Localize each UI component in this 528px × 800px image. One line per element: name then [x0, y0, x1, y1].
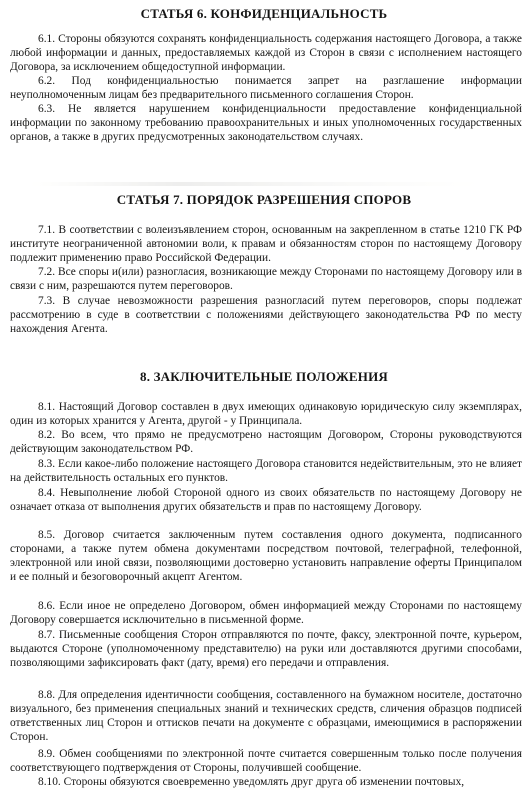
scan-smudge: [20, 182, 500, 186]
section-8-title: 8. ЗАКЛЮЧИТЕЛЬНЫЕ ПОЛОЖЕНИЯ: [140, 369, 388, 384]
paragraph-8-10: 8.10. Стороны обязуются своевременно уведомлять друг друга об изменении почтовых,: [38, 776, 465, 788]
paragraph-6-2: 6.2. Под конфиденциальностью понимается запрет на разглашение информации неуполномоченным лицам без предварительного письменного соглашения Сторон.: [10, 75, 522, 101]
paragraph-8-6: 8.6. Если иное не определено Договором, обмен информацией между Сторонами по настоящему Договору совершается исключительно в письменной форме.: [10, 600, 522, 626]
section-7-title: СТАТЬЯ 7. ПОРЯДОК РАЗРЕШЕНИЯ СПОРОВ: [116, 192, 412, 207]
paragraph-8-9: 8.9. Обмен сообщениями по электронной почте считается совершенным только после получения соответствующего подтверждения от Стороны, получившей сообщение.: [10, 748, 522, 774]
paragraph-6-3: 6.3. Не является нарушением конфиденциальности предоставление конфиденциальной информации по законному требованию правоохранительных и иных уполномоченных государственных органов, а также в других предусмотренных законодательством случаях.: [10, 103, 522, 143]
paragraph-8-7: 8.7. Письменные сообщения Сторон отправляются по почте, факсу, электронной почте, курьером, выдаются Стороне (уполномоченному представителю) на руки или доставляются другими способами, позволяющими зафиксировать факт (дату, время) его передачи и отправления.: [10, 629, 522, 669]
paragraph-8-8: 8.8. Для определения идентичности сообщения, составленного на бумажном носителе, достаточно визуального, без применения специальных знаний и технических средств, сличения образцов подписей ответственных лиц Сторон и оттисков печати на документе с образцами, имеющимися в распоряжении Сторон.: [10, 689, 522, 743]
paragraph-8-1: 8.1. Настоящий Договор составлен в двух имеющих одинаковую юридическую силу экземплярах, один из которых хранится у Агента, другой - у Принципала.: [10, 401, 522, 427]
paragraph-8-3: 8.3. Если какое-либо положение настоящего Договора становится недействительным, это не влияет на действительность остальных его пунктов.: [10, 458, 522, 484]
paragraph-7-2: 7.2. Все споры и(или) разногласия, возникающие между Сторонами по настоящему Договору или в связи с ним, разрешаются путем переговоров.: [10, 266, 522, 292]
section-6-title: СТАТЬЯ 6. КОНФИДЕНЦИАЛЬНОСТЬ: [140, 6, 388, 21]
paragraph-7-1: 7.1. В соответствии с волеизъявлением сторон, основанным на закрепленном в статье 1210 ГК РФ институте неограниченной автономии воли, к правам и обязанностям сторон по настоящему Договору подлежит применению право Российской Федерации.: [10, 224, 522, 264]
paragraph-8-2: 8.2. Во всем, что прямо не предусмотрено настоящим Договором, Стороны руководствуются действующим законодательством РФ.: [10, 429, 522, 455]
paragraph-6-1: 6.1. Стороны обязуются сохранять конфиденциальность содержания настоящего Договора, а также любой информации и данных, предоставляемых каждой из Сторон в связи с исполнением настоящего Договора, за исключением общедоступной информации.: [10, 33, 522, 73]
paragraph-7-3: 7.3. В случае невозможности разрешения разногласий путем переговоров, споры подлежат рассмотрению в суде в соответствии с положениями действующего законодательства РФ по месту нахождения Агента.: [10, 295, 522, 335]
paragraph-8-5: 8.5. Договор считается заключенным путем составления одного документа, подписанного сторонами, а также путем обмена документами посредством почтовой, телеграфной, телефонной, электронной или иной связи, позволяющими достоверно установить направление оферты Принципалом и ее полный и безоговорочный акцепт Агентом.: [10, 529, 522, 583]
paragraph-8-4: 8.4. Невыполнение любой Стороной одного из своих обязательств по настоящему Договору не означает отказа от выполнения других обязательств и прав по настоящему Договору.: [10, 487, 522, 513]
